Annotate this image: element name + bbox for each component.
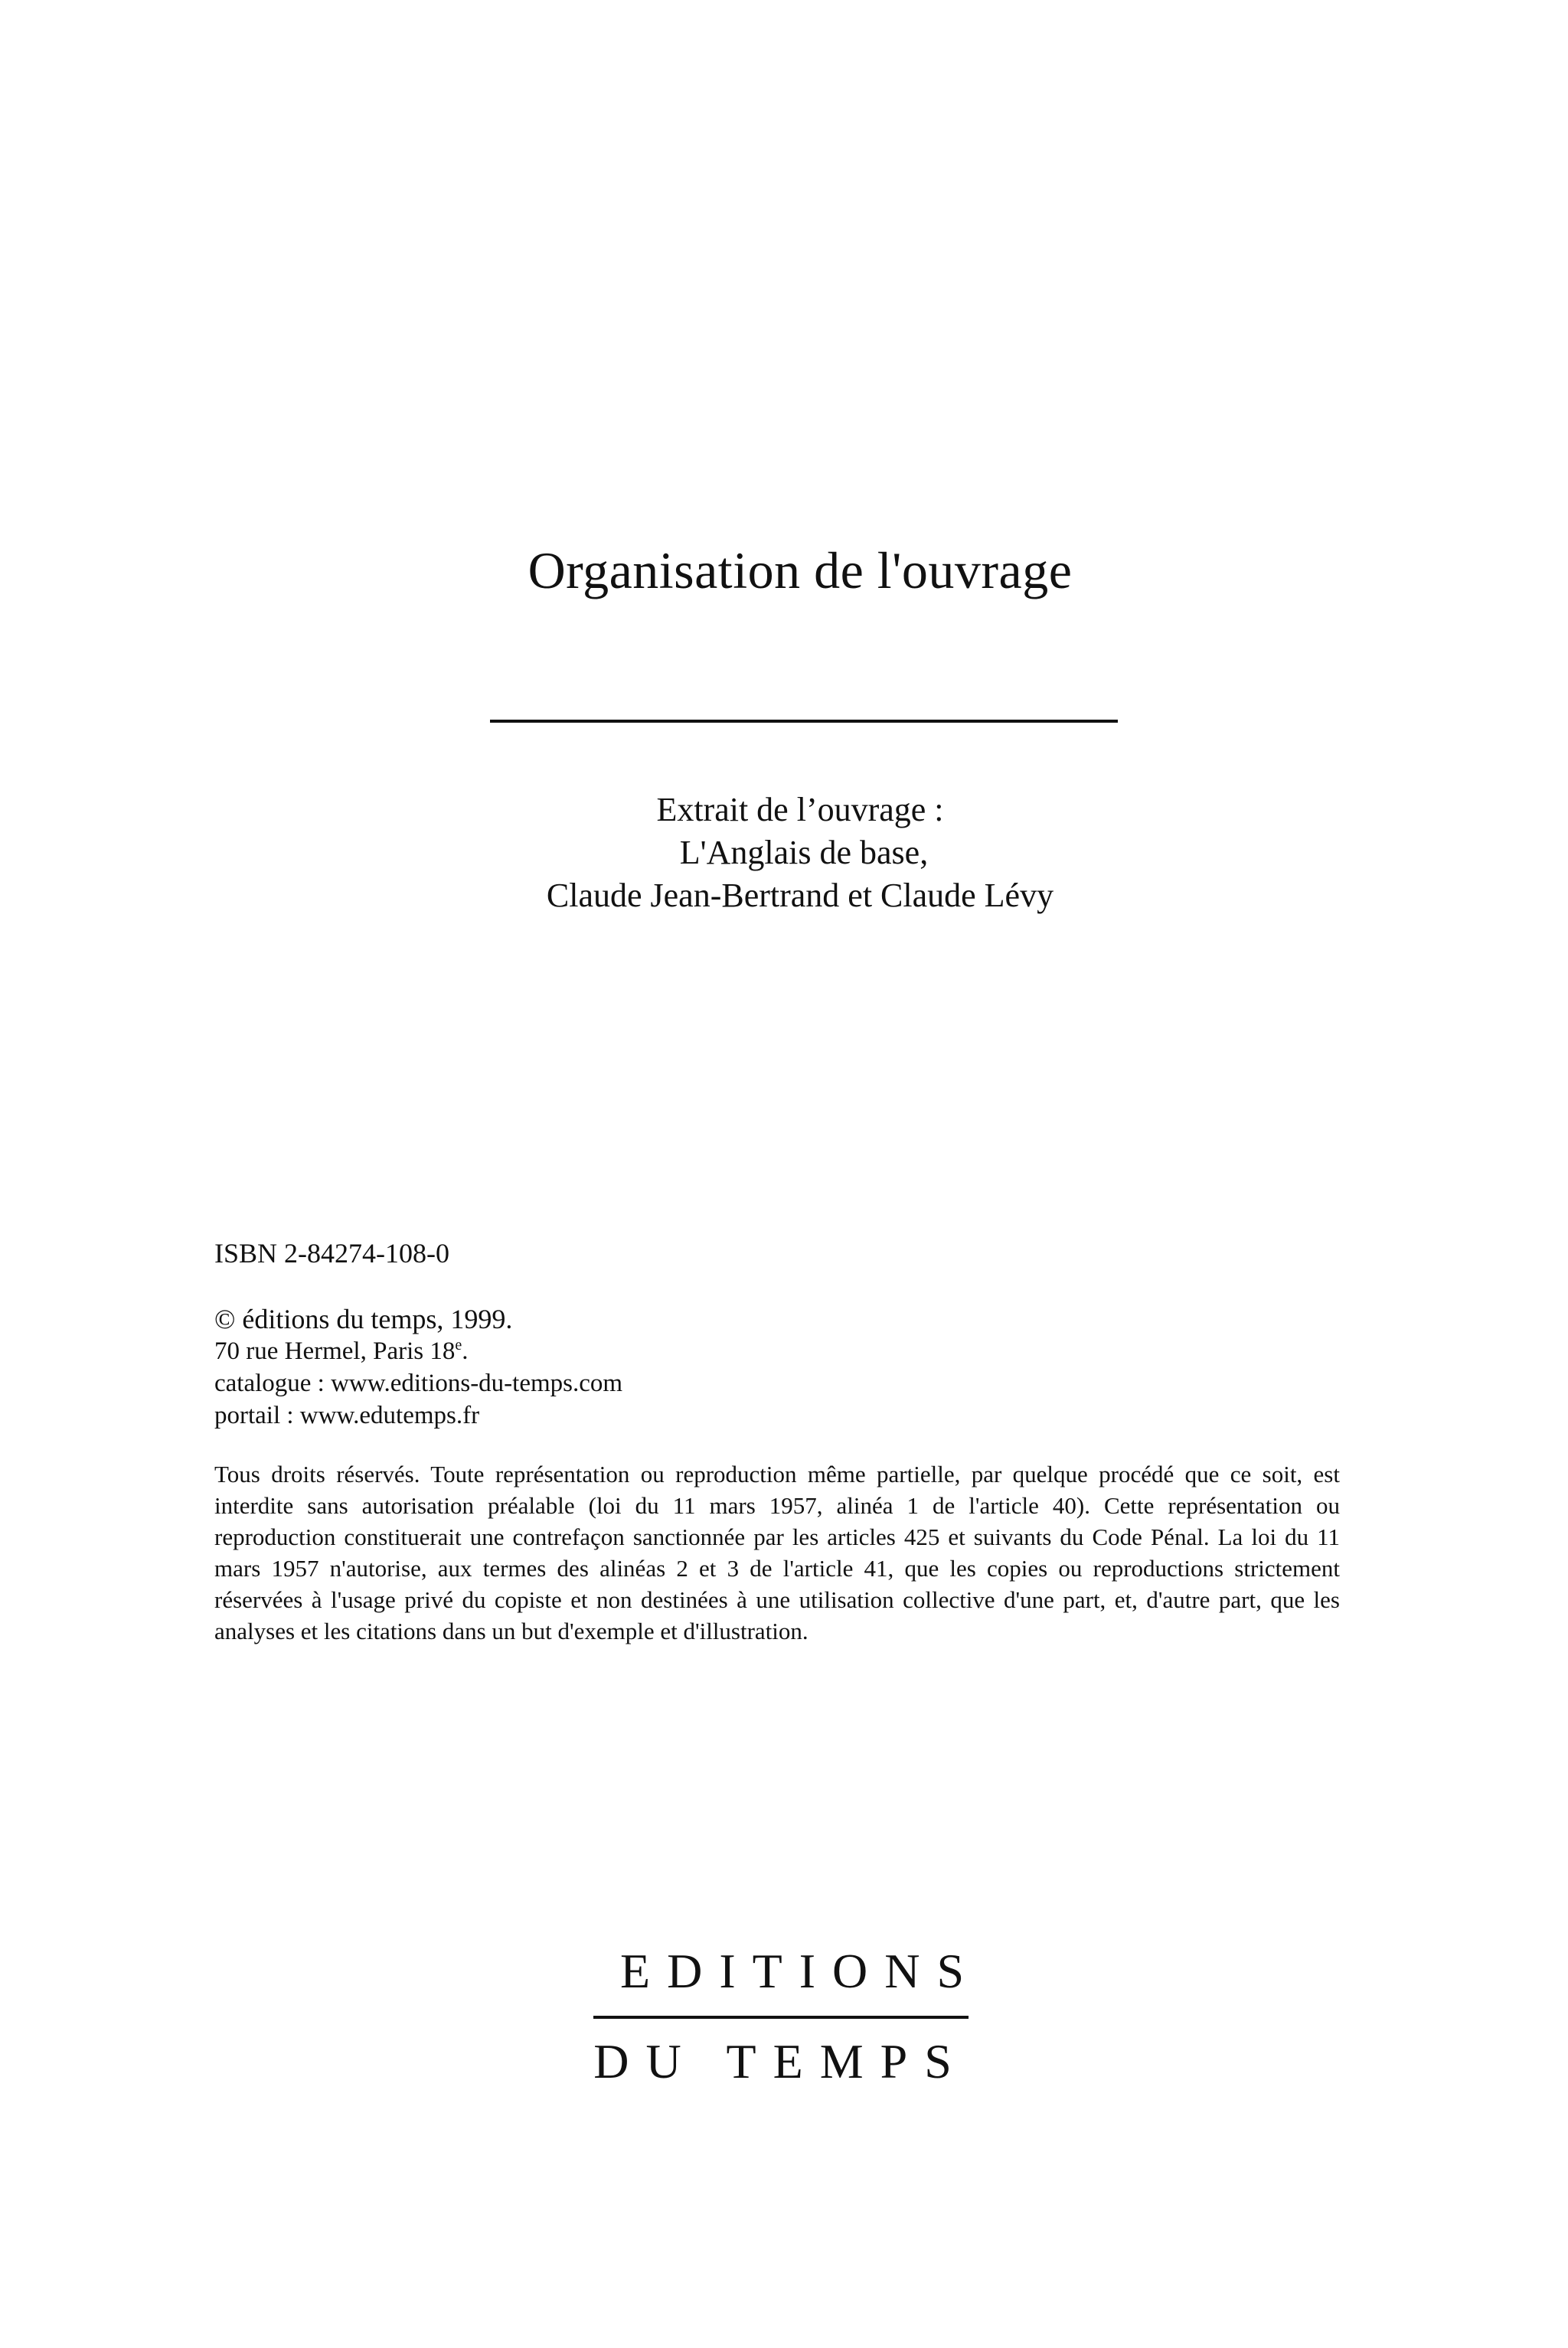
portal-line: portail : www.edutemps.fr	[214, 1402, 480, 1429]
extract-intro: Extrait de l’ouvrage :	[656, 791, 944, 828]
publisher-block	[214, 1303, 622, 1432]
copyright-line: © éditions du temps, 1999.	[214, 1304, 513, 1334]
address-text: 70 rue Hermel, Paris 18	[214, 1337, 456, 1365]
logo-word-du-temps: DU TEMPS	[593, 2034, 969, 2088]
isbn: ISBN 2-84274-108-0	[214, 1238, 449, 1269]
address-end: .	[462, 1337, 469, 1365]
catalogue-line: catalogue : www.editions-du-temps.com	[214, 1370, 623, 1397]
address-superscript: e	[455, 1337, 462, 1354]
logo-word-editions: EDITIONS	[620, 1944, 982, 1998]
logo-divider	[593, 2016, 969, 2019]
book-title: L'Anglais de base,	[679, 834, 929, 871]
title-divider	[490, 720, 1118, 723]
publisher-logo	[590, 1941, 982, 2092]
rights-notice: Tous droits réservés. Toute représentation ou reproduction même partielle, par quelque procédé que ce soit, est interdite sans autorisation préalable (loi du 11 mars 1957, alinéa 1 de l'article 40). Cette représentation ou reproduction constituerait une contrefaçon sanctionnée par les articles 425 et suivants du Code Pénal. La loi du 11 mars 1957 n'autorise, aux termes des alinéas 2 et 3 de l'article 41, que les copies ou reproductions strictement réservées à l'usage privé du copiste et non destinées à une utilisation collective d'une part, et, d'autre part, que les analyses et les citations dans un but d'exemple et d'illustration.	[214, 1461, 1340, 1644]
book-authors: Claude Jean-Bertrand et Claude Lévy	[546, 877, 1054, 914]
address-line	[214, 1335, 622, 1367]
page-title: Organisation de l'ouvrage	[528, 541, 1073, 599]
extract-block	[0, 789, 1568, 917]
